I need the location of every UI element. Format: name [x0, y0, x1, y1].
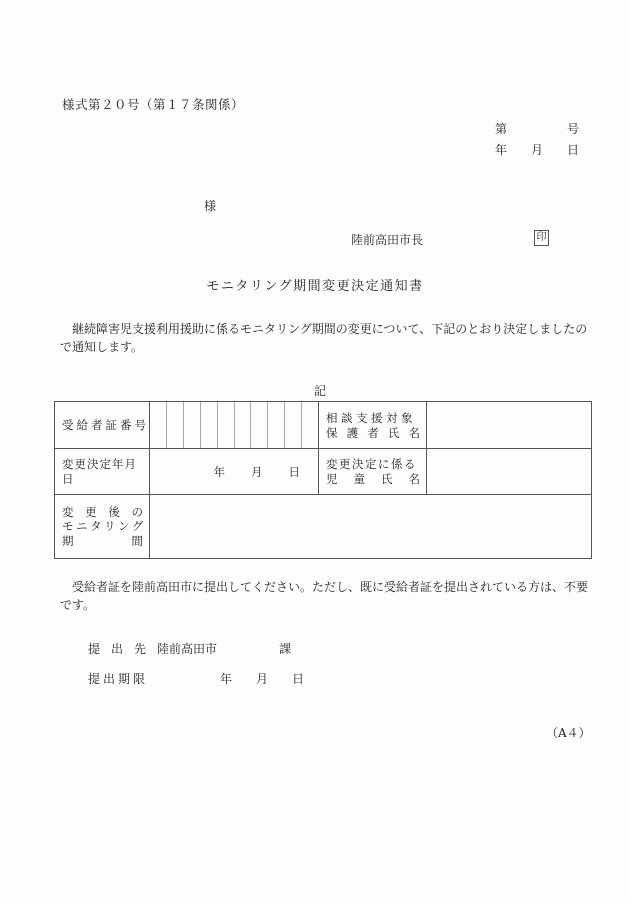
cert-digit-cell[interactable] [167, 402, 184, 448]
label-char: 護 [346, 425, 359, 440]
label-char: 氏 [381, 472, 393, 486]
date-day: 日 [567, 143, 580, 157]
label-char: 期 [62, 534, 74, 548]
body-paragraph [60, 320, 595, 356]
document-title: モニタリング期間変更決定通知書 [206, 279, 424, 294]
label-char: 名 [408, 472, 420, 486]
guardian-label: 相談支援対象 保 護 者 氏 名 [319, 402, 427, 449]
notice-table [54, 401, 592, 559]
cert-digit-cell[interactable] [285, 402, 302, 448]
number-suffix: 号 [567, 122, 580, 136]
label-char: 保 [326, 425, 338, 440]
cert-digit-cell[interactable] [218, 402, 235, 448]
label-char: 変 [62, 505, 74, 519]
cert-number-label: 受給者証番号 [55, 402, 150, 449]
seal-stamp: 印 [534, 230, 549, 246]
number-prefix: 第 [495, 122, 508, 136]
date-year: 年 [495, 143, 508, 157]
form-id: 様式第２０号（第１７条関係） [62, 97, 245, 112]
guardian-name-field[interactable] [427, 402, 592, 449]
label-char: 更 [85, 505, 97, 519]
paper-size-label: （A４） [546, 726, 591, 740]
cert-digit-cell[interactable] [268, 402, 285, 448]
child-label: 変更決定に係る 児 童 氏 名 [319, 449, 427, 495]
notice-text: 受給者証を陸前高田市に提出してください。ただし、既に受給者証を提出されている方は、不要です。 [60, 580, 589, 612]
label-char: 氏 [387, 425, 400, 440]
cert-digit-cell[interactable] [235, 402, 252, 448]
period-label: 変 更 後 の モニタリング 期 間 [55, 495, 150, 559]
label-char: 名 [408, 425, 420, 440]
label-char: の [131, 505, 143, 519]
label-char: 児 [326, 472, 338, 486]
label-char: 者 [367, 425, 379, 440]
cert-number-field[interactable] [150, 402, 319, 449]
cert-digit-cell[interactable] [201, 402, 218, 448]
cert-digit-cell[interactable] [184, 402, 201, 448]
cert-digit-cell[interactable] [302, 402, 318, 448]
child-name-field[interactable] [427, 449, 592, 495]
label-char: 童 [353, 472, 365, 486]
period-field[interactable] [150, 495, 592, 559]
submission-destination: 提 出 先 陸前高田市 課 [88, 642, 292, 656]
notice-paragraph [60, 578, 595, 614]
label-char: 後 [108, 505, 120, 519]
issuer-name: 陸前高田市長 [351, 233, 424, 247]
submission-deadline: 提出期限 年 月 日 [88, 672, 305, 686]
ki-heading: 記 [314, 384, 327, 398]
addressee-honorific: 様 [204, 199, 217, 213]
decision-date-label: 変更決定年月日 [55, 449, 150, 495]
date-month: 月 [531, 143, 544, 157]
cert-digit-cell[interactable] [150, 402, 167, 448]
cert-digit-cell[interactable] [251, 402, 268, 448]
body-text: 継続障害児支援利用援助に係るモニタリング期間の変更について、下記のとおり決定しましたので通知します。 [60, 322, 588, 354]
label-char: 間 [131, 534, 143, 548]
decision-date-field[interactable]: 年 月 日 [150, 449, 319, 495]
